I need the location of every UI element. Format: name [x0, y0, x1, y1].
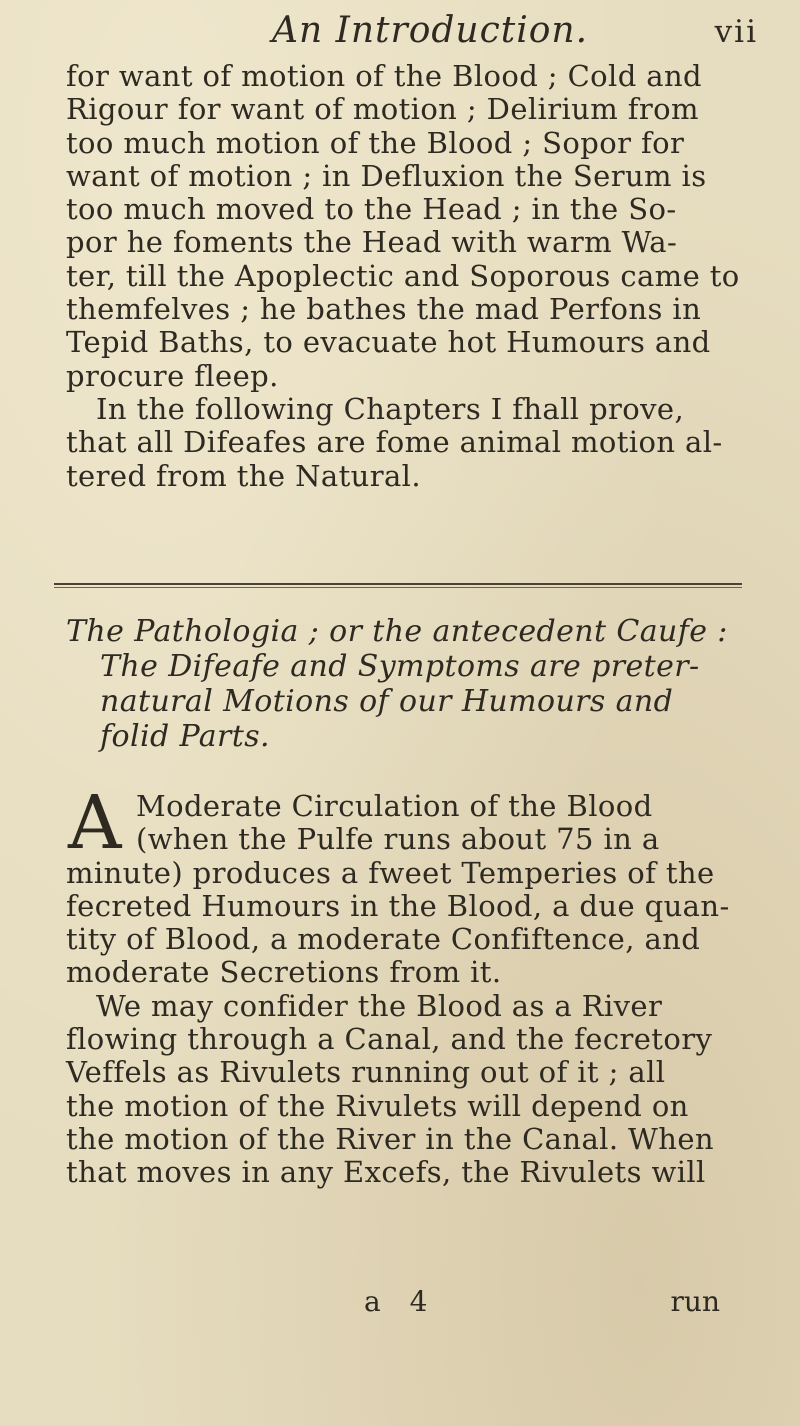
- text-line: In the following Chapters I fhall prove,: [96, 391, 685, 426]
- text-line: Tepid Baths, to evacuate hot Humours and: [66, 325, 711, 360]
- body-paragraphs: [66, 780, 756, 1190]
- text-line: Veffels as Rivulets running out of it ; all: [66, 1055, 666, 1090]
- page-number: vii: [714, 14, 758, 50]
- text-line: the motion of the River in the Canal. When: [66, 1121, 714, 1156]
- text-line: for want of motion of the Blood ; Cold and: [66, 59, 703, 93]
- drop-cap-block: [66, 780, 756, 866]
- text-line: flowing through a Canal, and the fecretory: [66, 1022, 713, 1057]
- text-line: We may confider the Blood as a River: [96, 988, 663, 1023]
- catchword: run: [670, 1285, 720, 1318]
- text-line: minute) produces a fweet Temperies of the: [66, 855, 715, 890]
- text-line: tered from the Natural.: [66, 458, 421, 493]
- running-title: An Introduction.: [272, 10, 589, 51]
- text-line: ter, till the Apoplectic and Soporous came to: [66, 258, 740, 293]
- text-line: Moderate Circulation of the Blood: [136, 789, 653, 823]
- text-line: too much moved to the Head ; in the So-: [66, 192, 677, 227]
- heading-line: The Pathologia ; or the antecedent Caufe :: [66, 614, 728, 649]
- section-heading: [66, 614, 756, 754]
- heading-line: natural Motions of our Humours and: [100, 684, 674, 719]
- text-line: (when the Pulfe runs about 75 in a: [136, 822, 660, 857]
- text-line: tity of Blood, a moderate Confiftence, and: [66, 922, 701, 957]
- continued-paragraph: [66, 60, 756, 493]
- signature-mark: a 4: [364, 1285, 438, 1318]
- text-line: por he foments the Head with warm Wa-: [66, 225, 678, 260]
- text-line: want of motion ; in Defluxion the Serum is: [66, 158, 707, 193]
- text-line: Rigour for want of motion ; Delirium from: [66, 92, 699, 127]
- text-line: the motion of the Rivulets will depend on: [66, 1088, 689, 1123]
- page-footer: [0, 1285, 800, 1321]
- text-line: moderate Secretions from it.: [66, 955, 502, 990]
- heading-line: The Difeafe and Symptoms are preter-: [100, 649, 700, 684]
- text-line: themfelves ; he bathes the mad Perfons in: [66, 292, 702, 327]
- text-line: fecreted Humours in the Blood, a due quan-: [66, 888, 730, 923]
- running-head: [0, 10, 800, 54]
- text-line: that moves in any Excefs, the Rivulets will: [66, 1155, 706, 1190]
- text-line: procure fleep.: [66, 358, 279, 393]
- drop-cap: A: [68, 780, 122, 866]
- text-line: that all Difeafes are fome animal motion al-: [66, 425, 723, 460]
- text-line: too much motion of the Blood ; Sopor for: [66, 125, 685, 160]
- section-rule: [54, 583, 742, 588]
- heading-line: folid Parts.: [100, 719, 270, 754]
